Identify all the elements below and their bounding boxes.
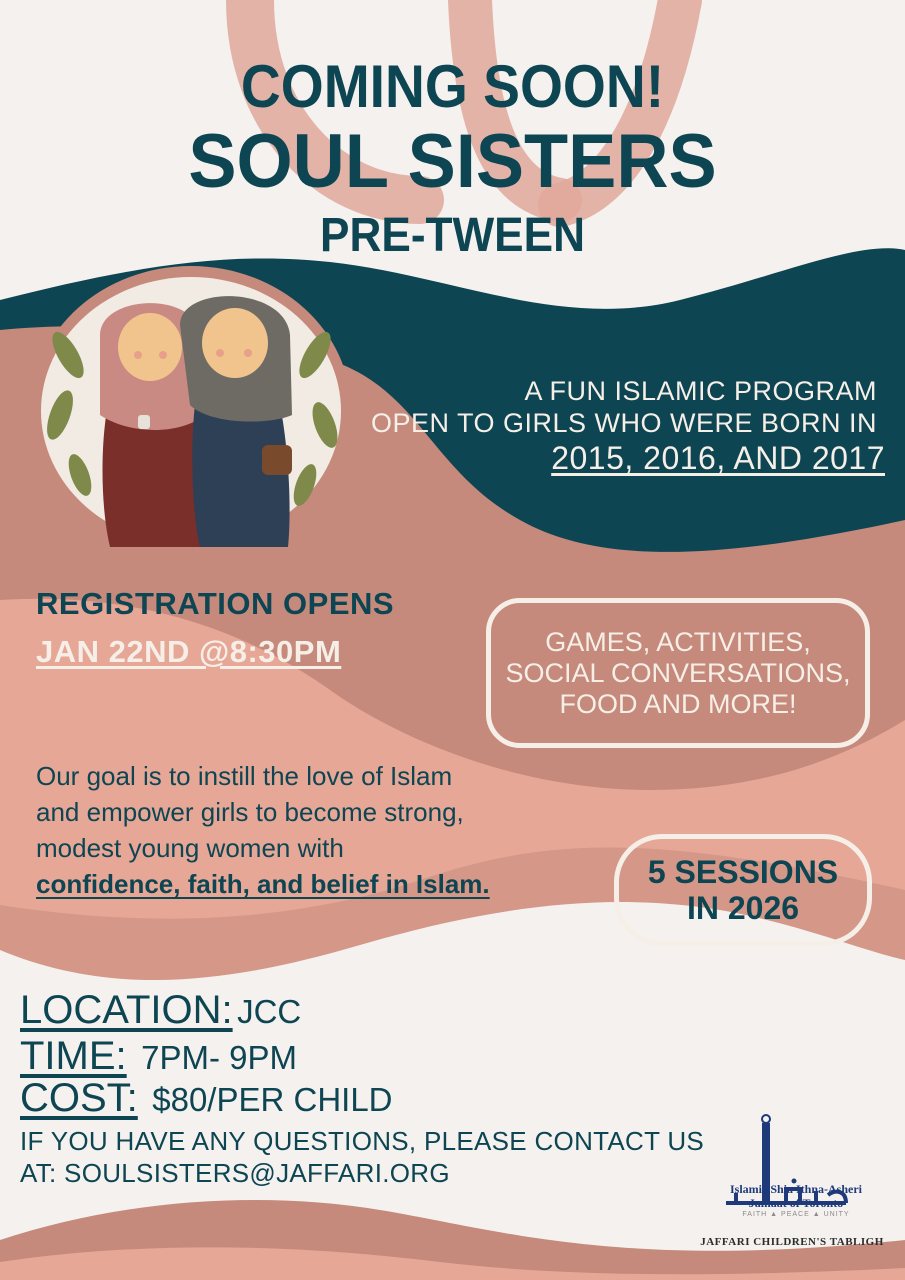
organization-name <box>696 1182 896 1210</box>
activities-line-1: GAMES, ACTIVITIES, <box>545 626 811 657</box>
cost-value: $80/PER CHILD <box>152 1081 393 1118</box>
intro-line-2: OPEN TO GIRLS WHO WERE BORN IN <box>370 408 877 438</box>
contact-line-1: IF YOU HAVE ANY QUESTIONS, PLEASE CONTACT US <box>20 1126 705 1156</box>
program-title: SOUL SISTERS <box>188 119 717 204</box>
time-row <box>20 1034 297 1079</box>
sessions-line-1: 5 SESSIONS <box>647 854 839 890</box>
cost-row <box>20 1076 393 1121</box>
sessions-box <box>614 834 872 946</box>
registration-label: REGISTRATION OPENS <box>36 586 395 621</box>
activities-line-2: SOCIAL CONVERSATIONS, <box>505 657 851 688</box>
location-value: JCC <box>237 993 302 1030</box>
eligible-years: 2015, 2016, AND 2017 <box>551 440 885 476</box>
intro-line-1: A FUN ISLAMIC PROGRAM <box>524 376 877 406</box>
goal-line-2: and empower girls to become strong, <box>36 797 464 827</box>
org-line-2: Jamaat of Toronto <box>748 1196 844 1210</box>
cost-label: COST: <box>20 1076 138 1120</box>
contact-email[interactable]: AT: SOULSISTERS@JAFFARI.ORG <box>20 1158 450 1188</box>
org-tagline: FAITH ▲ PEACE ▲ UNITY <box>742 1211 850 1218</box>
two-girls-illustration <box>30 265 352 555</box>
tabligh-name: JAFFARI CHILDREN'S TABLIGH <box>700 1236 884 1248</box>
coming-soon-heading: COMING SOON! <box>240 53 665 120</box>
age-group-heading: PRE-TWEEN <box>320 209 585 262</box>
sessions-line-2: IN 2026 <box>686 890 800 926</box>
location-label: LOCATION: <box>20 988 233 1032</box>
activities-line-3: FOOD AND MORE! <box>559 688 797 719</box>
org-line-1: Islamic Shia Ithna-Asheri <box>729 1182 863 1196</box>
location-row <box>20 988 301 1033</box>
goal-line-4: confidence, faith, and belief in Islam. <box>36 869 490 899</box>
goal-line-3: modest young women with <box>36 833 344 863</box>
goal-line-1: Our goal is to instill the love of Islam <box>36 761 453 791</box>
time-value: 7PM- 9PM <box>141 1039 297 1076</box>
registration-date: JAN 22ND @8:30PM <box>36 634 342 669</box>
jamaat-logo-icon <box>696 1076 896 1256</box>
goal-statement <box>36 758 596 902</box>
time-label: TIME: <box>20 1034 127 1078</box>
activities-box <box>486 598 870 748</box>
